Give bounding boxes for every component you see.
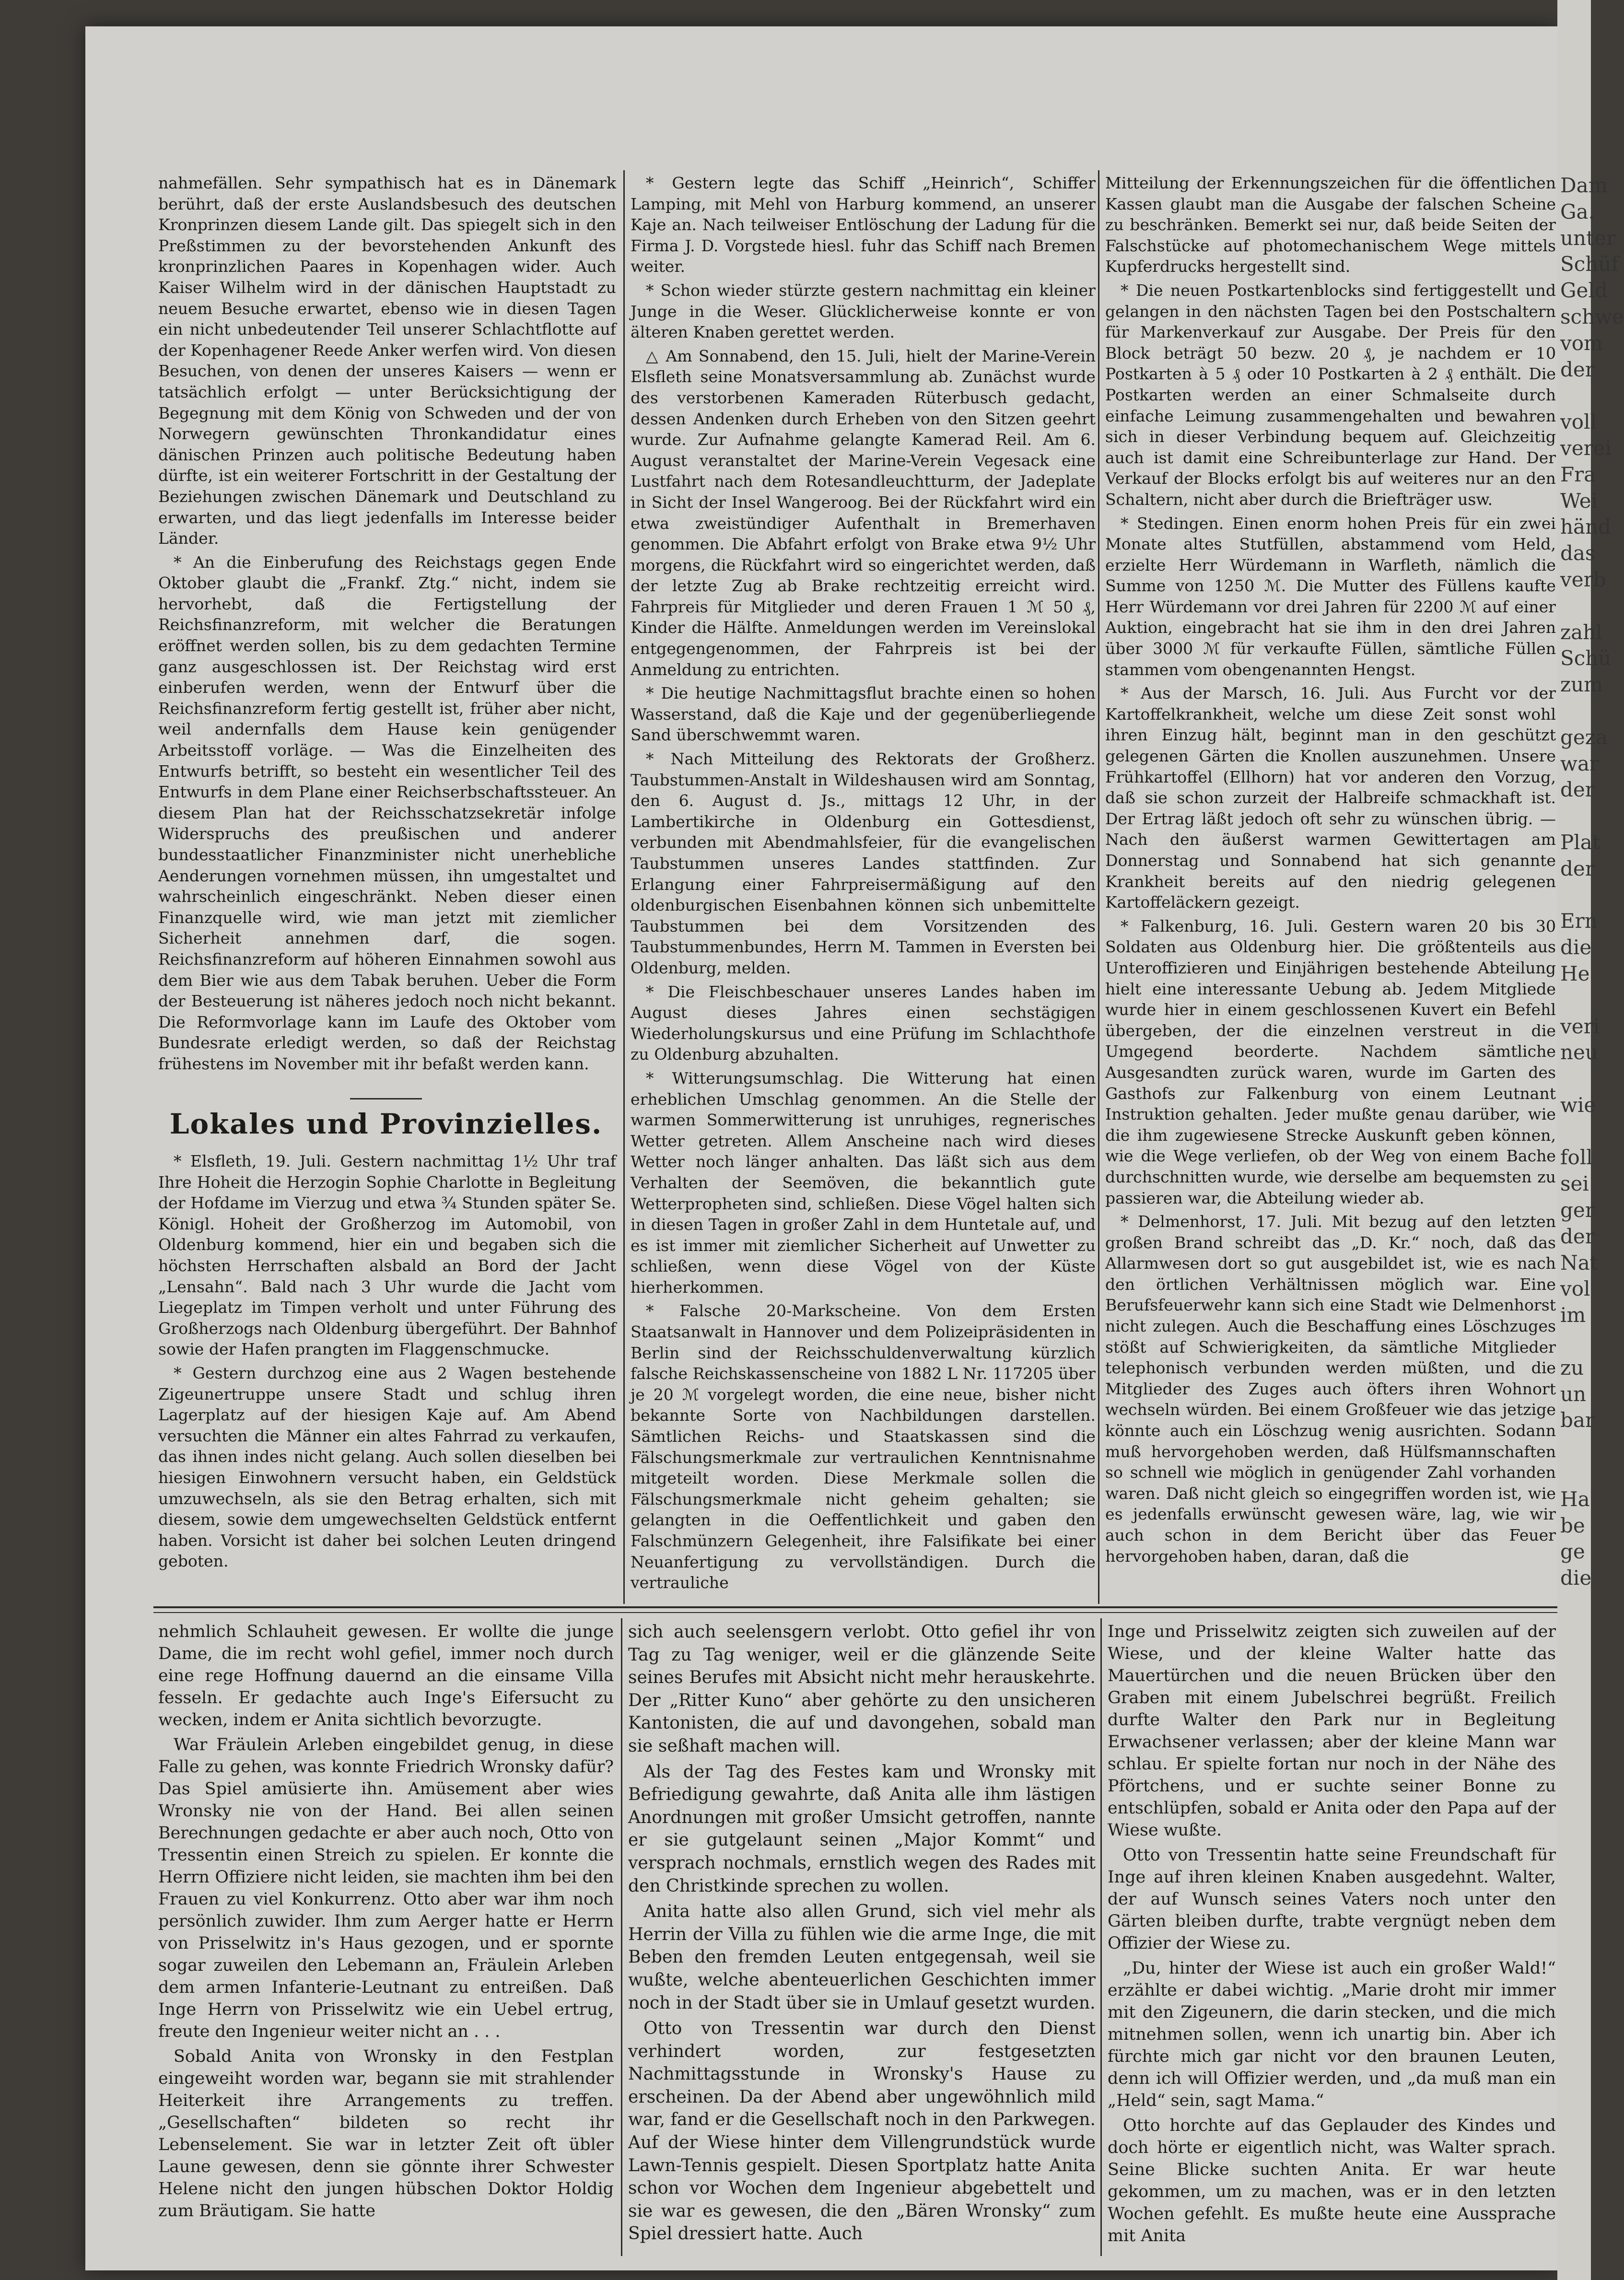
- article-text: * An die Einberufung des Reichstags gegen Ende Oktober glaubt die „Frankf. Ztg.“ nicht, indem sie hervorhebt, daß die Fertigstellung der Reichsfinanzreform, mit welcher die Beratungen eröffnet werden sollen, bis zu dem gedachten Termine ganz ausgeschlossen ist. Der Reichstag wird erst einberufen werden, wenn der Entwurf über die Reichsfinanzreform fertig gestellt ist, früher aber nicht, weil andernfalls dem Hause kein genügender Arbeitsstoff vorläge. — Was die Einzelheiten des Entwurfs betrifft, so besteht ein wesentlicher Teil des Entwurfs in dem Plane einer Reichserbschaftssteuer. An diesem Plan hat der Reichsschatzsekretär infolge Widerspruchs des preußischen und anderer bundesstaatlicher Finanzminister nicht unerhebliche Aenderungen vornehmen müssen, ihn umgestaltet und wahrscheinlich eingeschränkt. Neben dieser einen Finanzquelle wird, wie man jetzt mit ziemlicher Sicherheit annehmen darf, die sogen. Reichsfinanzreform auf höheren Einnahmen sowohl aus dem Bier wie aus dem Tabak beruhen. Ueber die Form der Besteuerung ist näheres jedoch noch nicht bekannt. Die Reformvorlage kann im Laufe des Oktober vom Bundesrate erledigt werden, so daß der Reichstag frühestens im November mit ihr befaßt werden kann.: [158, 552, 616, 1073]
- story-text: Als der Tag des Festes kam und Wronsky mit Befriedigung gewahrte, daß Anita alle ihm lästigen Anordnungen mit großer Umsicht getroffen, nannte er sie gutgelaunt seinen „Major Kommt“ und versprach nochmals, ernstlich wegen des Rades mit den Christkinde sprechen zu wollen.: [628, 1761, 1096, 1896]
- column-divider: [623, 170, 625, 1604]
- story-text: Otto horchte auf das Geplauder des Kindes und doch hörte er eigentlich nicht, was Walter sprach. Seine Blicke suchten Anita. Er war heute gekommen, um zu machen, was er in den letzten Wochen gefehlt. Es mußte heute eine Aussprache mit Anita: [1108, 2116, 1556, 2245]
- story-text: Otto von Tressentin hatte seine Freundschaft für Inge auf ihren kleinen Knaben ausgedehnt. Walter, der auf Wunsch seines Vaters noch unter den Gärten bleiben durfte, trabte vergnügt neben dem Offizier der Wiese zu.: [1108, 1846, 1556, 1953]
- upper-column-3: [1105, 173, 1556, 1569]
- article-text: Mitteilung der Erkennungszeichen für die öffentlichen Kassen glaubt man die Ausgabe der falschen Scheine zu beschränken. Bemerkt sei nur, daß beide Seiten der Falschstücke auf photomechanischem Wege mittels Kupferdrucks hergestellt sind.: [1105, 174, 1556, 276]
- article-text: △ Am Sonnabend, den 15. Juli, hielt der Marine-Verein Elsfleth seine Monatsversammlung ab. Zunächst wurde des verstorbenen Kameraden Rüterbusch gedacht, dessen Andenken durch Erheben von den Sitzen geehrt wurde. Zur Aufnahme gelangte Kamerad Reil. Am 6. August veranstaltet der Marine-Verein Vegesack eine Lustfahrt nach dem Rotesandleuchtturm, der Jadeplate in Sicht der Insel Wangeroog. Bei der Rückfahrt wird ein etwa zweistündiger Aufenthalt in Bremerhaven genommen. Die Abfahrt erfolgt von Brake etwa 9½ Uhr morgens, die Rückfahrt wird so eingerichtet werden, daß der letzte Zug ab Brake rechtzeitig erreicht wird. Fahrpreis für Mitglieder und deren Frauen 1 ℳ 50 ₰, Kinder die Hälfte. Anmeldungen werden im Vereinslokal entgegengenommen, der Fahrpreis ist bei der Anmeldung zu entrichten.: [631, 346, 1096, 679]
- article-text: * Die heutige Nachmittagsflut brachte einen so hohen Wasserstand, daß die Kaje und der gegenüberliegende Sand überschwemmt waren.: [631, 684, 1096, 745]
- adjacent-page-edge: [1557, 0, 1624, 2280]
- article-text: * Falsche 20-Markscheine. Von dem Ersten Staatsanwalt in Hannover und dem Polizeipräsidenten in Berlin sind der Reichsschuldenverwaltung kürzlich falsche Reichskassenscheine von 1882 L Nr. 117205 über je 20 ℳ vorgelegt worden, die eine neue, bisher nicht bekannte Sorte von Nachbildungen darstellen. Sämtlichen Reichs- und Staatskassen sind die Fälschungsmerkmale zur vertraulichen Kenntnisnahme mitgeteilt worden. Diese Merkmale sollen die Fälschungsmerkmale nicht geheim gehalten; sie gelangten in die Oeffentlichkeit und gaben den Falschmünzern Gelegenheit, ihre Falsifikate bei einer Neuanfertigung zu vervollständigen. Durch die vertrauliche: [631, 1301, 1096, 1592]
- section-divider-thin: [153, 1612, 1557, 1613]
- upper-column-1-local: [158, 1151, 616, 1575]
- article-text: * Nach Mitteilung des Rektorats der Großherz. Taubstummen-Anstalt in Wildeshausen wird am Sonntag, den 6. August d. Js., mittags 12 Uhr, in der Lambertikirche in Oldenburg ein Gottesdienst, verbunden mit Abendmahlsfeier, für die evangelischen Taubstummen unseres Landes stattfinden. Zur Erlangung einer Fahrpreisermäßigung auf den oldenburgischen Eisenbahnen können sich unbemittelte Taubstummen bei dem Vorsitzenden des Taubstummenbundes, Herrn M. Tammen in Eversten bei Oldenburg, melden.: [631, 749, 1096, 977]
- story-text: Anita hatte also allen Grund, sich viel mehr als Herrin der Villa zu fühlen wie die arme Inge, die mit Beben den fremden Leuten entgegensah, weil sie wußte, welche abenteuerlichen Geschichten immer noch in der Stadt über sie in Umlauf gesetzt wurden.: [628, 1901, 1096, 2013]
- column-divider: [1100, 1618, 1102, 2256]
- article-text: * Witterungsumschlag. Die Witterung hat einen erheblichen Umschlag genommen. An die Stelle der warmen Sommerwitterung ist unruhiges, regnerisches Wetter getreten. Allem Anscheine nach wird dieses Wetter noch länger anhalten. Das läßt sich aus dem Verhalten der Seemöven, die bekanntlich gute Wetterpropheten sind, schließen. Diese Vögel halten sich in diesen Tagen in großer Zahl in dem Huntetale auf, und es ist immer mit ziemlicher Sicherheit auf Unwetter zu schließen, wenn diese Vögel von der Küste hierherkommen.: [631, 1068, 1096, 1297]
- lower-column-1: [158, 1621, 614, 2225]
- article-text: * Die neuen Postkartenblocks sind fertiggestellt und gelangen in den nächsten Tagen bei den Postschaltern für Markenverkauf zur Ausgabe. Der Preis für den Block beträgt 50 bezw. 20 ₰, je nachdem er 10 Postkarten à 5 ₰ oder 10 Postkarten à 2 ₰ enthält. Die Postkarten werden an einer Schmalseite durch einfache Leimung zusammengehalten und bewahren sich in dieser Verbindung bequem auf. Gleichzeitig auch ist damit eine Schreibunterlage zur Hand. Der Verkauf der Blocks erfolgt bis auf weiteres nur an den Schaltern, nicht aber durch die Briefträger usw.: [1105, 281, 1556, 509]
- story-text: Sobald Anita von Wronsky in den Festplan eingeweiht worden war, begann sie mit strahlender Heiterkeit ihre Arrangements zu treffen. „Gesellschaften“ bildeten so recht ihr Lebenselement. Sie war in letzter Zeit oft übler Laune gewesen, denn sie gönnte ihrer Schwester Helene nicht den jungen hübschen Doktor Holdig zum Bräutigam. Sie hatte: [158, 2047, 614, 2221]
- ornament-rule: [350, 1098, 422, 1099]
- story-text: sich auch seelensgern verlobt. Otto gefiel ihr von Tag zu Tag weniger, weil er die glänzende Seite seines Berufes mit Absicht nicht mehr herauskehrte. Der „Ritter Kuno“ aber gehörte zu den unsicheren Kantonisten, die auf und davongehen, sobald man sie seßhaft machen will.: [628, 1622, 1096, 1756]
- upper-column-2: [631, 173, 1096, 1596]
- section-divider: [153, 1606, 1557, 1608]
- lower-column-3: [1108, 1621, 1556, 2250]
- column-divider: [1098, 170, 1099, 1604]
- article-text: * Schon wieder stürzte gestern nachmittag ein kleiner Junge in die Weser. Glücklicherweise konnte er von älteren Knaben gerettet werden.: [631, 281, 1096, 342]
- article-text: * Gestern durchzog eine aus 2 Wagen bestehende Zigeunertruppe unsere Stadt und schlug ihren Lagerplatz auf der hiesigen Kaje auf. Am Abend versuchten die Männer ein altes Fahrrad zu verkaufen, das ihnen indes nicht gelang. Auch sollen dieselben bei hiesigen Einwohnern versucht haben, ein Geldstück umzuwechseln, als sie den Betrag erhalten, sich mit diesem, sowie dem umgewechselten Geldstück entfernt haben. Vorsicht ist daher bei solchen Leuten dringend geboten.: [158, 1363, 616, 1571]
- article-text: * Elsfleth, 19. Juli. Gestern nachmittag 1½ Uhr traf Ihre Hoheit die Herzogin Sophie Charlotte in Begleitung der Hofdame im Vierzug und etwa ¾ Stunden später Se. Königl. Hoheit der Großherzog im Automobil, von Oldenburg kommend, hier ein und begaben sich die höchsten Herrschaften alsbald an Bord der Jacht „Lensahn“. Bald nach 3 Uhr wurde die Jacht vom Liegeplatz im Timpen verholt und unter Führung des Großherzogs nach Oldenburg übergeführt. Der Bahnhof sowie der Hafen prangten im Flaggenschmucke.: [158, 1152, 616, 1359]
- story-text: War Fräulein Arleben eingebildet genug, in diese Falle zu gehen, was konnte Friedrich Wronsky dafür? Das Spiel amüsierte ihn. Amüsement aber wies Wronsky nie von der Hand. Bei allen seinen Berechnungen gedachte er aber auch noch, Otto von Tressentin einen Streich zu spielen. Er konnte die Herrn Offiziere nicht leiden, sie machten ihm bei den Frauen zu viel Konkurrenz. Otto aber war ihm noch persönlich zuwider. Ihm zum Aerger hatte er Herrn von Prisselwitz in's Haus gezogen, und er spornte sogar zuweilen den Lebemann an, Fräulein Arleben dem armen Infanterie-Leutnant zu entreißen. Daß Inge Herrn von Prisselwitz wie ein Uebel ertrug, freute den Ingenieur weiter nicht an . . .: [158, 1735, 614, 2041]
- article-text: * Stedingen. Einen enorm hohen Preis für ein zwei Monate altes Stutfüllen, abstammend vom Held, erzielte Herr Würdemann in Warfleth, nämlich die Summe von 1250 ℳ. Die Mutter des Füllens kaufte Herr Würdemann vor drei Jahren für 2200 ℳ auf einer Auktion, eingebracht hat sie ihm in den drei Jahren über 3000 ℳ für verkaufte Füllen, sämtliche Füllen stammen vom obengenannten Hengst.: [1105, 514, 1556, 679]
- article-text: * Aus der Marsch, 16. Juli. Aus Furcht vor der Kartoffelkrankheit, welche um diese Zeit sonst wohl ihren Einzug hält, beginnt man in den geschützt gelegenen Gärten die Knollen auszunehmen. Unsere Frühkartoffel (Ellhorn) hat vor anderen den Vorzug, daß sie schon zurzeit der Halbreife schmackhaft ist. Der Ertrag läßt jedoch oft sehr zu wünschen übrig. — Nach den äußerst warmen Gewittertagen am Donnerstag und Sonnabend hat sich genannte Krankheit bereits auf den niedrig gelegenen Kartoffeläckern gezeigt.: [1105, 684, 1556, 912]
- story-text: nehmlich Schlauheit gewesen. Er wollte die junge Dame, die im recht wohl gefiel, immer noch durch eine rege Hoffnung dauernd an die einsame Villa fesseln. Er gedachte auch Inge's Eifersucht zu wecken, indem er Anita sichtlich bevorzugte.: [158, 1622, 614, 1730]
- upper-column-1: [158, 173, 616, 1077]
- lower-column-2: [628, 1621, 1096, 2248]
- article-text: * Die Fleischbeschauer unseres Landes haben im August dieses Jahres einen sechstägigen Wiederholungskursus und eine Prüfung im Schlachthofe zu Oldenburg abzuhalten.: [631, 982, 1096, 1064]
- story-text: Otto von Tressentin war durch den Dienst verhindert worden, zur festgesetzten Nachmittagsstunde in Wronsky's Hause zu erscheinen. Da der Abend aber ungewöhnlich mild war, fand er die Gesellschaft noch in den Parkwegen. Auf der Wiese hinter dem Villengrundstück wurde Lawn-Tennis gespielt. Diesen Sportplatz hatte Anita schon vor Wochen dem Ingenieur abgebettelt und sie war es gewesen, die den „Bären Wronsky“ zum Spiel dressiert hatte. Auch: [628, 2018, 1096, 2244]
- article-text: nahmefällen. Sehr sympathisch hat es in Dänemark berührt, daß der erste Auslandsbesuch des deutschen Kronprinzen diesem Lande gilt. Das spiegelt sich in den Preßstimmen zu der bevorstehenden Ankunft des kronprinzlichen Paares in Kopenhagen wider. Auch Kaiser Wilhelm wird in der dänischen Hauptstadt zu neuem Besuche erwartet, ebenso wie in diesen Tagen ein nicht unbedeutender Teil unserer Schlachtflotte auf der Kopenhagener Reede Anker werfen wird. Von diesen Besuchen, von denen der unseres Kaisers — wenn er tatsächlich erfolgt — unter Berücksichtigung der Begegnung mit dem König von Schweden und der von Norwegern gewünschten Thronkandidatur eines dänischen Prinzen auch politische Bedeutung haben dürfte, ist ein weiterer Fortschritt in der Gestaltung der Beziehungen zwischen Dänemark und Deutschland zu erwarten, und das liegt jedenfalls im Interesse beider Länder.: [158, 174, 616, 548]
- column-divider: [621, 1618, 622, 2256]
- article-text: * Gestern legte das Schiff „Heinrich“, Schiffer Lamping, mit Mehl von Harburg kommend, an unserer Kaje an. Nach teilweiser Entlöschung der Ladung für die Firma J. D. Vorgstede hiesl. fuhr das Schiff nach Bremen weiter.: [631, 174, 1096, 276]
- section-heading: Lokales und Provinzielles.: [169, 1108, 603, 1140]
- story-text: Inge und Prisselwitz zeigten sich zuweilen auf der Wiese, und der kleine Walter hatte das Mauertürchen und die neuen Brücken über den Graben mit einem Jubelschrei begrüßt. Freilich durfte Walter den Park nur in Begleitung Erwachsener verlassen; aber der kleine Mann war schlau. Er spielte fortan nur noch in der Nähe des Pförtchens, und er suchte seiner Bonne zu entschlüpfen, sobald er Anita oder den Papa auf der Wiese wußte.: [1108, 1622, 1556, 1840]
- adjacent-page-fragments: Dam Ga. unter Schüf Geld schwe vom der voll verei Fra Wei händ das verb zahl Schü zum geza war der Plat der Ern die He veri neu wie foll sei ger der Nat vol im zu un bar Ha be ge die: [1560, 174, 1624, 1590]
- story-text: „Du, hinter der Wiese ist auch ein großer Wald!“ erzählte er dabei wichtig. „Marie droht mir immer mit den Zigeunern, die darin stecken, und die mich mitnehmen sollen, wenn ich unartig bin. Aber ich fürchte mich gar nicht vor den braunen Leuten, denn ich will Offizier werden, und „da muß man ein „Held“ sein, sagt Mama.“: [1108, 1959, 1556, 2110]
- article-text: * Falkenburg, 16. Juli. Gestern waren 20 bis 30 Soldaten aus Oldenburg hier. Die größtenteils aus Unteroffizieren und Einjährigen bestehende Abteilung hielt eine interessante Uebung ab. Jedem Mitgliede wurde hier in einem geschlossenen Kuvert ein Befehl übergeben, der die einzelnen verstreut in die Umgegend beorderte. Nachdem sämtliche Ausgesandten zurück waren, wurde im Garten des Gasthofs zur Falkenburg von einem Leutnant Instruktion gehalten. Jeder mußte genau darüber, wie die ihm zugewiesene Strecke Auskunft geben können, wie die Wege verliefen, ob der Weg von einem Bache durchschnitten wurde, wie derselbe am bequemsten zu passieren war, die Abteilung wieder ab.: [1105, 916, 1556, 1207]
- article-text: * Delmenhorst, 17. Juli. Mit bezug auf den letzten großen Brand schreibt das „D. Kr.“ noch, daß das Allarmwesen dort so gut ausgebildet ist, wie es nach den örtlichen Verhältnissen möglich war. Eine Berufsfeuerwehr kann sich eine Stadt wie Delmenhorst nicht zulegen. Auch die Beschaffung eines Löschzuges stößt auf Schwierigkeiten, da sämtliche Mitglieder telephonisch verbunden werden müßten, und die Mitglieder des Zuges auch öfters ihren Wohnort wechseln würden. Bei einem Großfeuer wie das jetzige könnte auch ein Löschzug wenig ausrichten. Sodann muß hervorgehoben werden, daß Hülfsmannschaften so schnell wie möglich in genügender Zahl vorhanden waren. Daß nicht gleich so eingegriffen worden ist, wie es jedenfalls erwünscht gewesen wäre, lag, wie wir auch schon in dem Bericht über das Feuer hervorgehoben haben, daran, daß die: [1105, 1212, 1556, 1566]
